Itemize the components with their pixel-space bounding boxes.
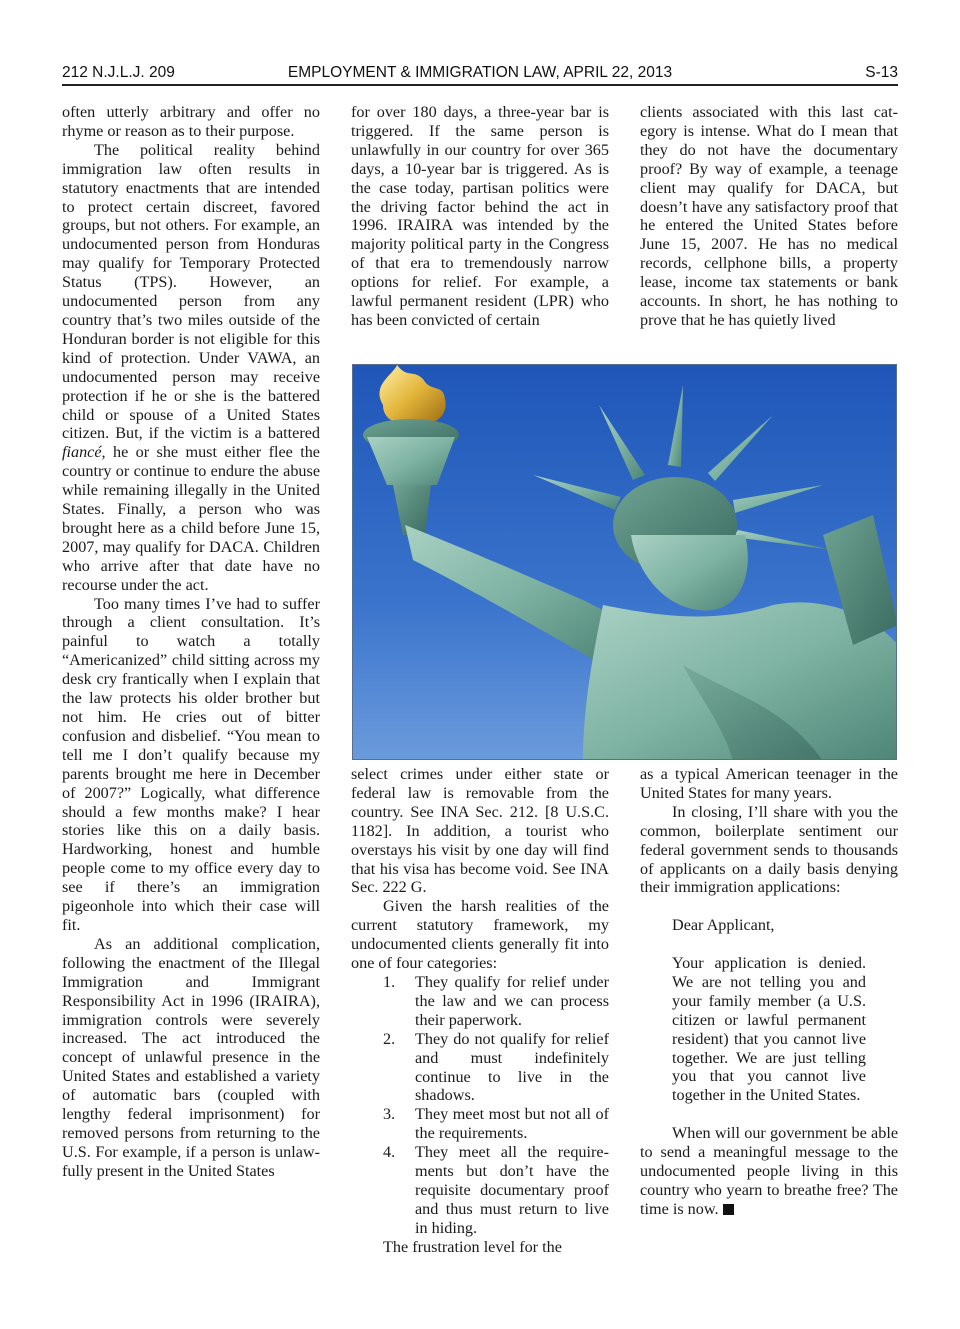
- letter-body: Your application is denied. We are not telling you and your family member (a U.S. citizen or lawful permanent resident) that you cannot live together. We are just telling you that you cannot live together in the United States.: [672, 954, 866, 1105]
- paragraph: clients associated with this last category is intense. What do I mean that they do not have the documentary proof? By way of example, a teenage client may qualify for DACA, but doesn’t have any satisfactory proof that he entered the United States before June 15, 2007. He has no medical records, cellphone bills, a property lease, income tax statements or bank accounts. In short, he has nothing to prove that he has quietly lived: [640, 103, 898, 329]
- paragraph: When will our government be able to send a meaningful message to the undocumented people living in this country who yearn to breathe free? The time is now.: [640, 1124, 898, 1218]
- emphasis-fiance: fiancé,: [62, 443, 106, 462]
- list-item: 2. They do not qualify for relief and must indefinitely continue to live in the shadows.: [383, 1029, 609, 1105]
- letter-salutation: Dear Applicant,: [672, 916, 775, 935]
- statue-of-liberty-photo: [352, 364, 897, 760]
- column-3-bottom: [640, 765, 898, 1219]
- categories-list: [351, 973, 609, 1238]
- header-section-title: EMPLOYMENT & IMMIGRATION LAW, APRIL 22, 2013: [287, 64, 673, 81]
- list-item: 1. They qualify for relief under the law and we can process their paperwork.: [383, 972, 609, 1029]
- paragraph: often utterly arbitrary and offer no rhyme or reason as to their purpose.: [62, 103, 320, 140]
- paragraph: Given the harsh realities of the current statutory framework, my undocumented clients generally fit into one of four categories:: [351, 897, 609, 973]
- column-2-bottom: [351, 765, 609, 1257]
- end-of-article-mark: [723, 1204, 734, 1215]
- header-citation: 212 N.J.L.J. 209: [62, 64, 175, 81]
- column-3-top: [640, 103, 898, 330]
- denial-letter: [672, 916, 866, 1105]
- statue-of-liberty-illustration: [353, 365, 897, 760]
- list-item: 4. They meet all the requirements but don’t have the requisite documentary proof and thus must return to live in hiding.: [383, 1143, 609, 1237]
- paragraph: as a typical American teenager in the United States for many years.: [640, 765, 898, 802]
- header-rule: [62, 84, 898, 86]
- list-item: 3. They meet most but not all of the requirements.: [383, 1105, 609, 1143]
- paragraph: select crimes under either state or federal law is removable from the country. See INA Sec. 212. [8 U.S.C. 1182]. In addition, a tourist who overstays his visit by one day will find that his visa has become void. See INA Sec. 222 G.: [351, 765, 609, 897]
- paragraph: Too many times I’ve had to suffer through a client consultation. It’s painful to watch a totally “Americanized” child sitting across my desk cry frantically when I explain that the law protects his older brother but not him. He cries out of bitter confusion and disbelief. “You mean to tell me I don’t qualify because my parents brought me here in December of 2007?” Logically, what difference should a few months make? I hear stories like this on a daily basis. Hardworking, honest and humble people come to my office every day to see if there’s an immigration pigeonhole into which their case will fit.: [62, 594, 320, 934]
- header-page-number: S-13: [865, 64, 898, 81]
- paragraph: As an additional complication, following the enactment of the Illegal Immigration and Immigrant Responsibility Act in 1996 (IRAIRA), immigration controls were severely increased. The act introduced the concept of unlawful presence in the United States and established a variety of automatic bars (coupled with lengthy federal imprisonment) for removed persons from returning to the U.S. For example, if a person is unlawfully present in the United States: [62, 934, 320, 1180]
- paragraph: In closing, I’ll share with you the common, boilerplate sentiment our federal government sends to thousands of applicants on a daily basis denying their immigration applications:: [640, 802, 898, 897]
- paragraph: for over 180 days, a three-year bar is triggered. If the same person is unlawfully in our country for over 365 days, a 10-year bar is triggered. As is the case today, partisan politics were the driving factor behind the act in 1996. IRAIRA was intended by the majority political party in the Congress of that era to tremendously narrow options for relief. For example, a lawful permanent resident (LPR) who has been convicted of certain: [351, 103, 609, 329]
- paragraph: The political reality behind immigration law often results in statutory enactments that are intended to protect certain discreet, favored groups, but not others. For example, an undocumented person from Honduras may qualify for Temporary Protected Status (TPS). However, an undocumented person from any country that’s two miles outside of the Honduran border is not eligible for this kind of protection. Under VAWA, an undocumented person may receive protection if he or she is the battered child or spouse of a United States citizen. But, if the victim is a battered fiancé, he or she must either flee the country or continue to endure the abuse while remaining illegally in the United States. Finally, a person who was brought here as a child before June 15, 2007, may qualify for DACA. Children who arrive after that date have no recourse under the act.: [62, 140, 320, 594]
- column-1: [62, 103, 320, 1181]
- paragraph: The frustration level for the: [383, 1237, 562, 1256]
- column-2-top: [351, 103, 609, 330]
- page-header: [62, 60, 898, 86]
